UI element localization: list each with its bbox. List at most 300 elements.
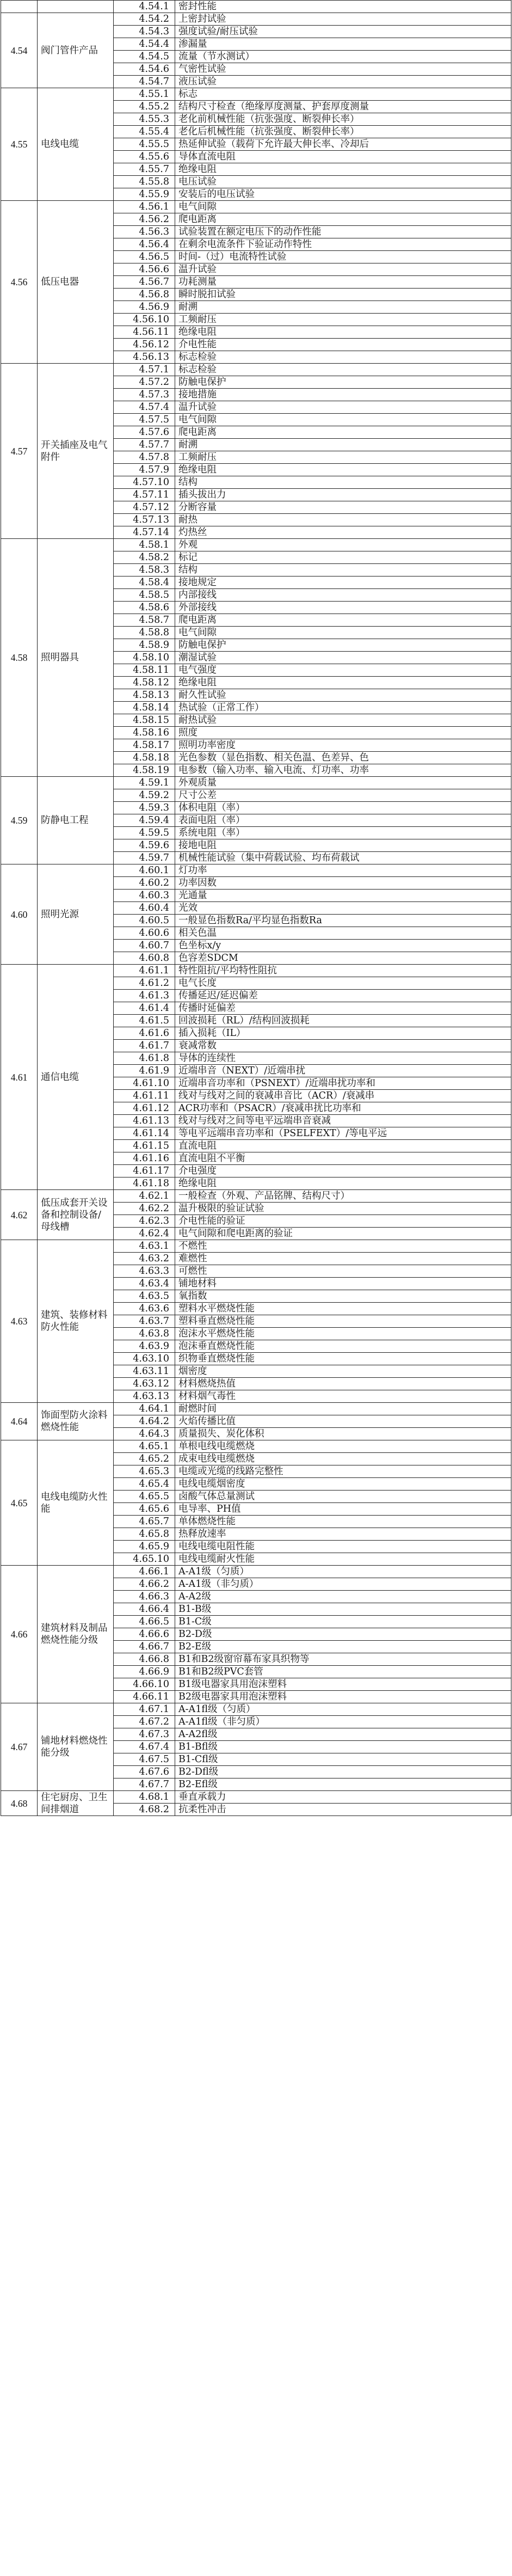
item-code: 4.66.6: [114, 1628, 175, 1641]
item-text: 耐久性试验: [175, 689, 511, 702]
item-text: 光效: [175, 902, 511, 915]
item-code: 4.58.7: [114, 614, 175, 627]
item-code: 4.66.7: [114, 1641, 175, 1653]
item-code: 4.65.10: [114, 1553, 175, 1566]
item-code: 4.63.2: [114, 1253, 175, 1265]
item-code: 4.63.5: [114, 1290, 175, 1303]
item-text: 潮湿试验: [175, 652, 511, 664]
item-code: 4.58.16: [114, 727, 175, 739]
group-name: 铺地材料燃烧性能分级: [38, 1703, 114, 1791]
table-row: [1, 864, 511, 877]
item-code: 4.56.4: [114, 238, 175, 251]
item-text: 烟密度: [175, 1365, 511, 1378]
item-text: 上密封试验: [175, 13, 511, 26]
group-number: [1, 1, 38, 13]
table-row: [1, 1240, 511, 1253]
item-text: B1-Cfl级: [175, 1753, 511, 1766]
item-text: 绝缘电阻: [175, 677, 511, 689]
item-code: 4.61.18: [114, 1177, 175, 1190]
item-text: 单根电线电缆燃烧: [175, 1440, 511, 1453]
item-text: 电线电缆耐火性能: [175, 1553, 511, 1566]
item-text: 表面电阻（率）: [175, 814, 511, 827]
item-code: 4.60.3: [114, 890, 175, 902]
item-text: 电气间隙: [175, 627, 511, 639]
item-text: 接地电阻: [175, 839, 511, 852]
item-text: 分断容量: [175, 501, 511, 514]
item-code: 4.57.14: [114, 526, 175, 539]
item-code: 4.59.6: [114, 839, 175, 852]
table-row: [1, 1190, 511, 1203]
item-code: 4.56.2: [114, 213, 175, 226]
item-text: 内部接线: [175, 589, 511, 602]
item-text: 电气长度: [175, 977, 511, 990]
item-code: 4.61.1: [114, 965, 175, 977]
item-text: 直流电阻不平衡: [175, 1152, 511, 1165]
item-code: 4.55.7: [114, 163, 175, 176]
item-text: 接地规定: [175, 576, 511, 589]
item-code: 4.63.9: [114, 1340, 175, 1353]
item-code: 4.66.4: [114, 1603, 175, 1616]
group-number: 4.67: [1, 1703, 38, 1791]
item-code: 4.60.2: [114, 877, 175, 890]
item-text: 接地措施: [175, 389, 511, 401]
item-text: 工频耐压: [175, 451, 511, 464]
item-text: A-A1级（非匀质）: [175, 1578, 511, 1591]
item-text: 渗漏量: [175, 38, 511, 51]
group-name: 饰面型防火涂料燃烧性能: [38, 1403, 114, 1440]
item-text: B2-Efl级: [175, 1778, 511, 1791]
item-code: 4.59.3: [114, 802, 175, 814]
table-row: [1, 539, 511, 551]
item-code: 4.55.8: [114, 176, 175, 188]
item-text: 系统电阻（率）: [175, 827, 511, 839]
table-row: [1, 1, 511, 13]
item-text: 回波损耗（RL）/结构回波损耗: [175, 1015, 511, 1027]
group-number: 4.57: [1, 364, 38, 539]
item-code: 4.61.17: [114, 1165, 175, 1177]
item-code: 4.63.6: [114, 1303, 175, 1315]
item-text: 体积电阻（率）: [175, 802, 511, 814]
item-code: 4.66.9: [114, 1666, 175, 1678]
item-text: 电线电缆电阻性能: [175, 1541, 511, 1553]
item-code: 4.64.1: [114, 1403, 175, 1415]
item-code: 4.57.10: [114, 476, 175, 489]
group-name: 照明光源: [38, 864, 114, 965]
item-code: 4.67.7: [114, 1778, 175, 1791]
item-code: 4.58.8: [114, 627, 175, 639]
item-text: 强度试验/耐压试验: [175, 26, 511, 38]
item-code: 4.63.13: [114, 1390, 175, 1403]
item-text: 电线电缆烟密度: [175, 1478, 511, 1491]
item-text: A-A1fl级（匀质）: [175, 1703, 511, 1716]
item-code: 4.60.8: [114, 952, 175, 965]
item-text: 在剩余电流条件下验证动作特性: [175, 238, 511, 251]
item-code: 4.66.8: [114, 1653, 175, 1666]
group-name: 住宅厨房、卫生间排烟道: [38, 1791, 114, 1816]
item-code: 4.61.13: [114, 1115, 175, 1127]
item-code: 4.59.2: [114, 789, 175, 802]
item-code: 4.62.2: [114, 1203, 175, 1215]
item-code: 4.61.4: [114, 1002, 175, 1015]
item-code: 4.57.4: [114, 401, 175, 414]
item-code: 4.58.9: [114, 639, 175, 652]
item-code: 4.66.5: [114, 1616, 175, 1628]
item-code: 4.67.3: [114, 1728, 175, 1741]
item-code: 4.55.9: [114, 188, 175, 201]
item-text: 光色参数（显色指数、相关色温、色差异、色: [175, 752, 511, 764]
item-code: 4.55.4: [114, 126, 175, 138]
item-text: 垂直承载力: [175, 1791, 511, 1804]
item-text: 氧指数: [175, 1290, 511, 1303]
item-code: 4.55.5: [114, 138, 175, 151]
item-text: B1和B2级PVC套管: [175, 1666, 511, 1678]
item-text: 耐热试验: [175, 714, 511, 727]
item-text: 绝缘电阻: [175, 326, 511, 339]
item-text: 温升试验: [175, 263, 511, 276]
item-text: 不燃性: [175, 1240, 511, 1253]
item-code: 4.63.1: [114, 1240, 175, 1253]
item-code: 4.56.8: [114, 289, 175, 301]
item-text: 介电强度: [175, 1165, 511, 1177]
item-text: 流量（节水测试）: [175, 51, 511, 63]
group-name: 电线电缆: [38, 88, 114, 201]
item-text: 电参数（输入功率、输入电流、灯功率、功率: [175, 764, 511, 777]
item-code: 4.55.1: [114, 88, 175, 101]
item-code: 4.58.18: [114, 752, 175, 764]
item-text: 一般显色指数Ra/平均显色指数Ra: [175, 915, 511, 927]
table-row: [1, 1791, 511, 1804]
item-text: 耐热: [175, 514, 511, 526]
item-code: 4.55.2: [114, 101, 175, 113]
item-text: 导体的连续性: [175, 1052, 511, 1065]
group-name: 建筑、装修材料防火性能: [38, 1240, 114, 1403]
item-text: 尺寸公差: [175, 789, 511, 802]
item-text: B2-E级: [175, 1641, 511, 1653]
item-text: 温升试验: [175, 401, 511, 414]
item-code: 4.63.8: [114, 1328, 175, 1340]
item-code: 4.65.3: [114, 1465, 175, 1478]
item-text: 塑料垂直燃烧性能: [175, 1315, 511, 1328]
item-text: 绝缘电阻: [175, 1177, 511, 1190]
item-code: 4.63.4: [114, 1278, 175, 1290]
item-text: 热释放速率: [175, 1528, 511, 1541]
item-code: 4.57.1: [114, 364, 175, 376]
item-text: 爬电距离: [175, 614, 511, 627]
item-code: 4.57.2: [114, 376, 175, 389]
item-code: 4.61.2: [114, 977, 175, 990]
item-text: 时间-（过）电流特性试验: [175, 251, 511, 263]
item-text: 传播时延偏差: [175, 1002, 511, 1015]
item-text: 成束电线电缆燃烧: [175, 1453, 511, 1465]
item-code: 4.64.2: [114, 1415, 175, 1428]
item-code: 4.61.7: [114, 1040, 175, 1052]
item-code: 4.58.5: [114, 589, 175, 602]
item-text: 功耗测量: [175, 276, 511, 289]
item-text: 热延伸试验（载荷下允许最大伸长率、冷却后: [175, 138, 511, 151]
item-code: 4.65.8: [114, 1528, 175, 1541]
item-code: 4.56.10: [114, 314, 175, 326]
item-text: 近端串音（NEXT）/近端串扰: [175, 1065, 511, 1077]
item-code: 4.58.1: [114, 539, 175, 551]
item-text: 电气间隙: [175, 201, 511, 213]
table-row: [1, 1403, 511, 1415]
table-row: [1, 777, 511, 789]
item-text: 电导率、PH值: [175, 1503, 511, 1516]
item-code: 4.54.4: [114, 38, 175, 51]
item-text: 外观: [175, 539, 511, 551]
item-code: 4.57.7: [114, 439, 175, 451]
group-name: 照明器具: [38, 539, 114, 777]
item-code: 4.54.5: [114, 51, 175, 63]
item-code: 4.61.14: [114, 1127, 175, 1140]
item-code: 4.65.6: [114, 1503, 175, 1516]
group-name: 建筑材料及制品燃烧性能分级: [38, 1566, 114, 1703]
item-text: 爬电距离: [175, 213, 511, 226]
item-text: 介电性能: [175, 339, 511, 351]
item-text: 导体直流电阻: [175, 151, 511, 163]
item-code: 4.61.5: [114, 1015, 175, 1027]
item-text: 老化后机械性能（抗张强度、断裂伸长率）: [175, 126, 511, 138]
item-code: 4.61.15: [114, 1140, 175, 1152]
group-name: 低压电器: [38, 201, 114, 364]
item-text: 爬电距离: [175, 426, 511, 439]
item-text: 火焰传播比值: [175, 1415, 511, 1428]
item-code: 4.66.3: [114, 1591, 175, 1603]
group-number: 4.65: [1, 1440, 38, 1566]
group-number: 4.68: [1, 1791, 38, 1816]
item-code: 4.65.5: [114, 1491, 175, 1503]
item-code: 4.58.12: [114, 677, 175, 689]
item-text: 等电平远端串音功率和（PSELFEXT）/等电平远: [175, 1127, 511, 1140]
item-code: 4.58.2: [114, 551, 175, 564]
item-code: 4.67.6: [114, 1766, 175, 1778]
item-text: 一般检查（外观、产品铭牌、结构尺寸）: [175, 1190, 511, 1203]
item-text: 材料燃烧热值: [175, 1378, 511, 1390]
item-code: 4.65.2: [114, 1453, 175, 1465]
item-text: 电气强度: [175, 664, 511, 677]
item-code: 4.63.3: [114, 1265, 175, 1278]
item-text: 塑料水平燃烧性能: [175, 1303, 511, 1315]
item-text: 机械性能试验（集中荷载试验、均布荷载试: [175, 852, 511, 864]
item-code: 4.68.2: [114, 1804, 175, 1816]
item-text: 难燃性: [175, 1253, 511, 1265]
item-text: 热试验（正常工作）: [175, 702, 511, 714]
item-code: 4.58.11: [114, 664, 175, 677]
item-text: 铺地材料: [175, 1278, 511, 1290]
item-text: 灯功率: [175, 864, 511, 877]
item-code: 4.61.10: [114, 1077, 175, 1090]
table-row: [1, 364, 511, 376]
item-text: 泡沫垂直燃烧性能: [175, 1340, 511, 1353]
item-code: 4.55.3: [114, 113, 175, 126]
item-code: 4.57.3: [114, 389, 175, 401]
item-code: 4.60.4: [114, 902, 175, 915]
item-code: 4.59.4: [114, 814, 175, 827]
item-code: 4.66.11: [114, 1691, 175, 1703]
item-text: 照度: [175, 727, 511, 739]
item-code: 4.67.1: [114, 1703, 175, 1716]
item-text: 密封性能: [175, 1, 511, 13]
item-code: 4.57.13: [114, 514, 175, 526]
item-text: 材料烟气毒性: [175, 1390, 511, 1403]
item-code: 4.56.1: [114, 201, 175, 213]
item-text: 瞬时脱扣试验: [175, 289, 511, 301]
item-code: 4.56.3: [114, 226, 175, 238]
item-code: 4.63.11: [114, 1365, 175, 1378]
table-body: [1, 1, 511, 1816]
item-code: 4.58.4: [114, 576, 175, 589]
item-text: 温升极限的验证试验: [175, 1203, 511, 1215]
group-number: 4.61: [1, 965, 38, 1190]
item-code: 4.57.6: [114, 426, 175, 439]
item-text: 电压试验: [175, 176, 511, 188]
item-code: 4.54.3: [114, 26, 175, 38]
item-text: 试验装置在额定电压下的动作性能: [175, 226, 511, 238]
item-code: 4.56.13: [114, 351, 175, 364]
item-code: 4.61.11: [114, 1090, 175, 1102]
item-text: B2-D级: [175, 1628, 511, 1641]
table-row: [1, 965, 511, 977]
item-text: 质量损失、炭化体积: [175, 1428, 511, 1440]
item-code: 4.65.7: [114, 1516, 175, 1528]
item-text: 耐燃时间: [175, 1403, 511, 1415]
item-code: 4.67.4: [114, 1741, 175, 1753]
item-text: 标记: [175, 551, 511, 564]
item-code: 4.58.17: [114, 739, 175, 752]
item-code: 4.54.7: [114, 76, 175, 88]
item-code: 4.56.12: [114, 339, 175, 351]
item-code: 4.62.4: [114, 1228, 175, 1240]
item-text: 液压试验: [175, 76, 511, 88]
item-code: 4.54.1: [114, 1, 175, 13]
group-name: 防静电工程: [38, 777, 114, 864]
item-code: 4.67.2: [114, 1716, 175, 1728]
group-number: 4.62: [1, 1190, 38, 1240]
item-code: 4.60.7: [114, 940, 175, 952]
group-name: 低压成套开关设备和控制设备/母线槽: [38, 1190, 114, 1240]
group-number: 4.66: [1, 1566, 38, 1703]
item-text: 标志检验: [175, 364, 511, 376]
group-number: 4.54: [1, 13, 38, 88]
item-text: 抗柔性冲击: [175, 1804, 511, 1816]
item-text: 老化前机械性能（抗张强度、断裂伸长率）: [175, 113, 511, 126]
group-number: 4.56: [1, 201, 38, 364]
item-code: 4.56.5: [114, 251, 175, 263]
item-text: A-A1fl级（非匀质）: [175, 1716, 511, 1728]
item-code: 4.57.9: [114, 464, 175, 476]
item-code: 4.65.4: [114, 1478, 175, 1491]
item-code: 4.59.7: [114, 852, 175, 864]
item-code: 4.54.6: [114, 63, 175, 76]
item-text: 插入损耗（IL）: [175, 1027, 511, 1040]
item-text: 外部接线: [175, 602, 511, 614]
item-code: 4.61.9: [114, 1065, 175, 1077]
item-code: 4.60.1: [114, 864, 175, 877]
item-text: 结构: [175, 564, 511, 576]
table-row: [1, 1703, 511, 1716]
item-text: 标志检验: [175, 351, 511, 364]
item-text: A-A1级（匀质）: [175, 1566, 511, 1578]
item-text: 灼热丝: [175, 526, 511, 539]
group-number: 4.58: [1, 539, 38, 777]
table-row: [1, 88, 511, 101]
item-text: B2级电器家具用泡沫塑料: [175, 1691, 511, 1703]
item-text: 介电性能的验证: [175, 1215, 511, 1228]
group-name: 通信电缆: [38, 965, 114, 1190]
item-text: 色坐标x/y: [175, 940, 511, 952]
item-code: 4.58.14: [114, 702, 175, 714]
item-text: 气密性试验: [175, 63, 511, 76]
item-code: 4.57.12: [114, 501, 175, 514]
item-code: 4.54.2: [114, 13, 175, 26]
item-text: 直流电阻: [175, 1140, 511, 1152]
item-text: 结构: [175, 476, 511, 489]
item-text: 标志: [175, 88, 511, 101]
item-code: 4.56.7: [114, 276, 175, 289]
item-code: 4.57.8: [114, 451, 175, 464]
group-name: 阀门管件产品: [38, 13, 114, 88]
item-code: 4.62.3: [114, 1215, 175, 1228]
item-code: 4.64.3: [114, 1428, 175, 1440]
group-number: 4.64: [1, 1403, 38, 1440]
item-text: 线对与线对之间等电平远端串音衰减: [175, 1115, 511, 1127]
item-text: 衰减常数: [175, 1040, 511, 1052]
item-code: 4.58.13: [114, 689, 175, 702]
item-text: 照明功率密度: [175, 739, 511, 752]
item-code: 4.57.11: [114, 489, 175, 501]
group-name: 电线电缆防火性能: [38, 1440, 114, 1566]
item-code: 4.66.2: [114, 1578, 175, 1591]
item-text: B1和B2级窗帘幕布家具织物等: [175, 1653, 511, 1666]
table-row: [1, 201, 511, 213]
item-text: 绝缘电阻: [175, 163, 511, 176]
item-code: 4.56.11: [114, 326, 175, 339]
item-code: 4.65.9: [114, 1541, 175, 1553]
item-code: 4.59.1: [114, 777, 175, 789]
item-code: 4.58.3: [114, 564, 175, 576]
item-text: 电气间隙: [175, 414, 511, 426]
item-code: 4.61.16: [114, 1152, 175, 1165]
item-text: 单体燃烧性能: [175, 1516, 511, 1528]
item-code: 4.61.12: [114, 1102, 175, 1115]
item-code: 4.63.10: [114, 1353, 175, 1365]
group-name: [38, 1, 114, 13]
table-row: [1, 1440, 511, 1453]
item-code: 4.65.1: [114, 1440, 175, 1453]
item-text: B1-B级: [175, 1603, 511, 1616]
item-code: 4.55.6: [114, 151, 175, 163]
item-code: 4.59.5: [114, 827, 175, 839]
item-text: 线对与线对之间的衰减串音比（ACR）/衰减串: [175, 1090, 511, 1102]
item-code: 4.61.6: [114, 1027, 175, 1040]
item-text: 泡沫水平燃烧性能: [175, 1328, 511, 1340]
item-code: 4.58.10: [114, 652, 175, 664]
item-text: 功率因数: [175, 877, 511, 890]
item-text: 耐溯: [175, 439, 511, 451]
table-row: [1, 1566, 511, 1578]
item-code: 4.61.3: [114, 990, 175, 1002]
item-text: B1-C级: [175, 1616, 511, 1628]
item-code: 4.68.1: [114, 1791, 175, 1804]
item-code: 4.61.8: [114, 1052, 175, 1065]
item-text: 近端串音功率和（PSNEXT）/近端串扰功率和: [175, 1077, 511, 1090]
item-text: 织物垂直燃烧性能: [175, 1353, 511, 1365]
item-text: 耐溯: [175, 301, 511, 314]
item-text: 防触电保护: [175, 639, 511, 652]
item-text: 可燃性: [175, 1265, 511, 1278]
item-text: 安装后的电压试验: [175, 188, 511, 201]
item-code: 4.58.6: [114, 602, 175, 614]
